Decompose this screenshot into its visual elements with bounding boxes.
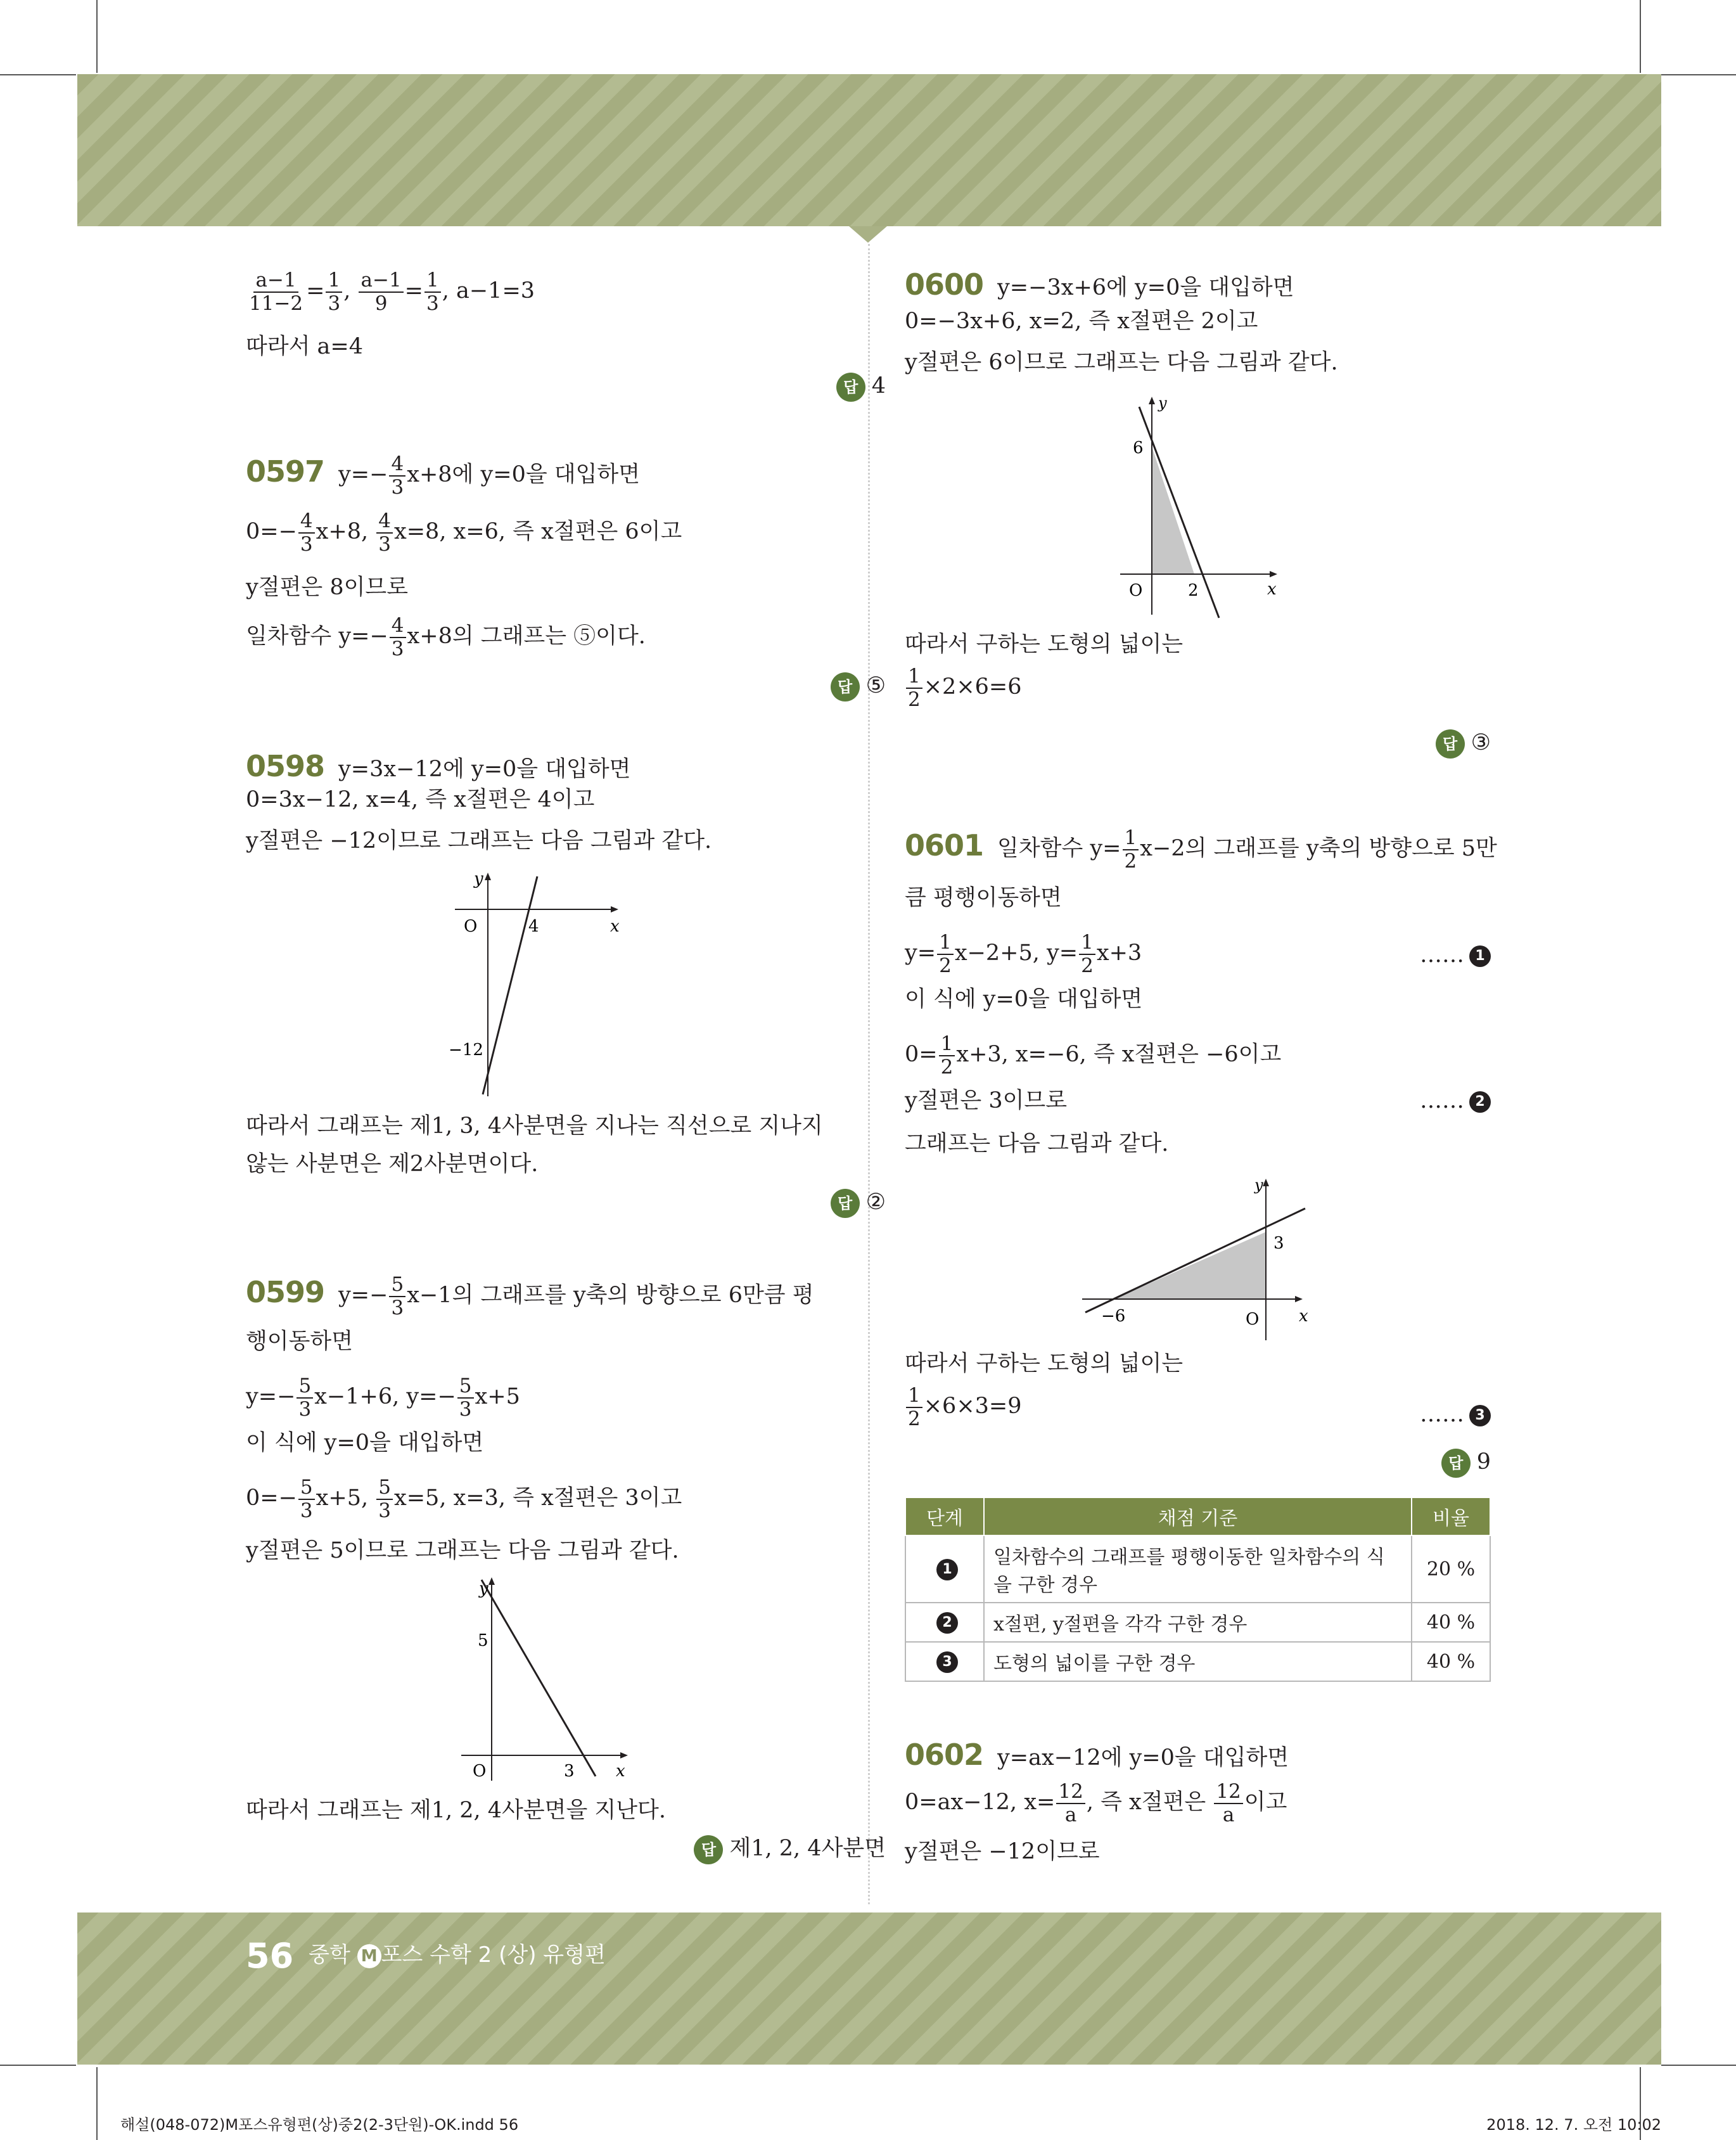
- svg-text:x: x: [1267, 580, 1277, 599]
- fraction: $\frac{1}{3}$: [326, 269, 342, 314]
- svg-text:O: O: [1246, 1310, 1260, 1329]
- crop-mark: [96, 2067, 98, 2140]
- prev-line2: 따라서 a=4: [246, 334, 364, 359]
- svg-text:2: 2: [1188, 581, 1199, 600]
- svg-text:x: x: [610, 917, 620, 936]
- svg-text:O: O: [1129, 581, 1143, 600]
- answer-line: 답 ③: [1436, 729, 1491, 759]
- problem-number: 0597: [246, 454, 325, 489]
- prev-equation: $\frac{a-1}{11-2}$ = $\frac{1}{3}$ , $\frac{a-1}{9}$ = $\frac{1}{3}$ , a−1=3: [246, 269, 886, 314]
- fraction: $\frac{4}{3}$: [389, 453, 405, 498]
- crop-mark: [0, 74, 76, 75]
- header-notch: [849, 226, 887, 243]
- crop-mark: [0, 2065, 76, 2066]
- page-number: 56: [246, 1936, 294, 1976]
- answer-line: 답 ②: [831, 1188, 886, 1218]
- footer-band: [77, 1913, 1661, 2065]
- answer-line: 답 ⑤: [831, 672, 886, 702]
- m-logo-icon: M: [357, 1944, 381, 1968]
- table-row: 2 x절편, y절편을 각각 구한 경우 40 %: [905, 1603, 1490, 1642]
- problem-number: 0598: [246, 749, 325, 783]
- svg-text:x: x: [1299, 1307, 1308, 1326]
- graph-0598: [449, 869, 626, 1096]
- svg-text:3: 3: [1273, 1234, 1284, 1253]
- problem-number: 0599: [246, 1275, 325, 1310]
- graph-0600: [1120, 393, 1310, 621]
- table-row: 1 일차함수의 그래프를 평행이동한 일차함수의 식을 구한 경우 20 %: [905, 1535, 1490, 1603]
- svg-text:3: 3: [564, 1762, 575, 1781]
- svg-text:O: O: [473, 1762, 487, 1781]
- fraction: $\frac{a-1}{9}$: [359, 269, 403, 314]
- scoring-table: [905, 1497, 1491, 1682]
- table-header: 단계: [905, 1497, 984, 1535]
- crop-mark: [1640, 0, 1641, 73]
- header-band: [77, 74, 1661, 226]
- fraction: $\frac{a-1}{11-2}$: [249, 269, 303, 315]
- problem-number: 0600: [905, 267, 984, 302]
- crop-mark: [96, 0, 98, 73]
- print-filename: 해설(048-072)M포스유형편(상)중2(2-3단원)-OK.indd 56: [120, 2116, 519, 2134]
- svg-text:O: O: [464, 917, 478, 936]
- graph-0601: [1082, 1172, 1336, 1340]
- problem-number: 0601: [905, 828, 984, 863]
- page-footer: 56 중학 M 포스 수학 2 (상) 유형편: [246, 1936, 606, 1976]
- print-date: 2018. 12. 7. 오전 10:02: [1486, 2116, 1661, 2134]
- table-header: 비율: [1412, 1497, 1490, 1535]
- svg-text:6: 6: [1133, 439, 1144, 458]
- answer-line: 답 9: [1441, 1448, 1491, 1478]
- problem-number: 0602: [905, 1738, 984, 1772]
- svg-text:−6: −6: [1101, 1307, 1126, 1326]
- svg-text:4: 4: [528, 917, 539, 936]
- svg-text:y: y: [474, 869, 483, 888]
- svg-text:−12: −12: [449, 1041, 483, 1060]
- svg-text:5: 5: [478, 1631, 488, 1650]
- svg-text:y: y: [1158, 394, 1167, 412]
- svg-text:y: y: [1254, 1176, 1263, 1194]
- step-marker: …… 3: [1420, 1400, 1491, 1430]
- table-row: 3 도형의 넓이를 구한 경우 40 %: [905, 1642, 1490, 1681]
- table-header: 채점 기준: [984, 1497, 1412, 1535]
- crop-mark: [1661, 2065, 1736, 2066]
- fraction: $\frac{1}{3}$: [424, 269, 441, 314]
- answer-line: 답 4: [836, 372, 886, 402]
- step-marker: …… 2: [1420, 1087, 1491, 1116]
- svg-text:x: x: [616, 1762, 625, 1781]
- answer-line: 답 제1, 2, 4사분면: [694, 1835, 886, 1864]
- svg-text:y: y: [479, 1579, 488, 1598]
- graph-0599: [455, 1575, 632, 1784]
- crop-mark: [1661, 74, 1736, 75]
- step-marker: …… 1: [1420, 941, 1491, 970]
